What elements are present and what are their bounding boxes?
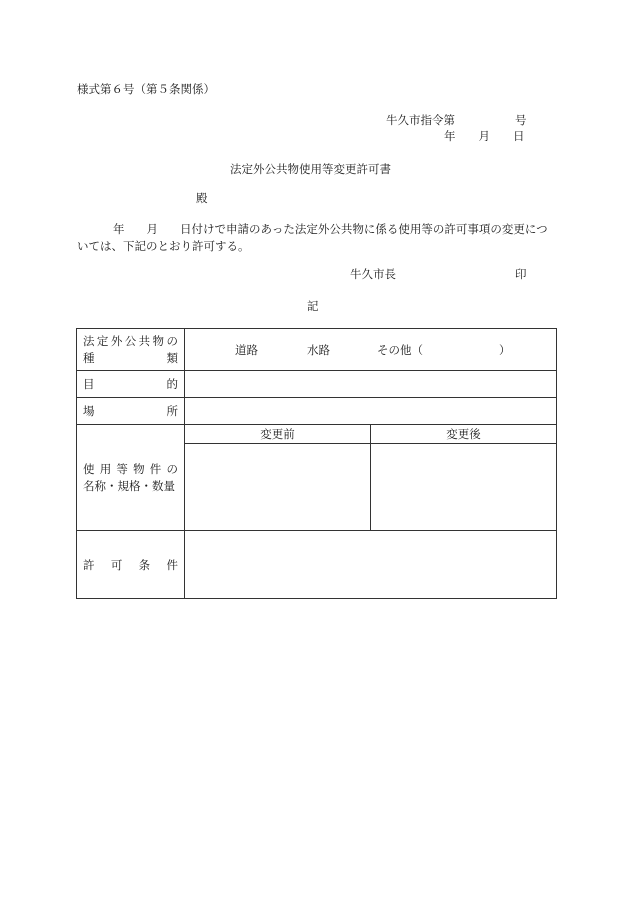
document-title: 法定外公共物使用等変更許可書 — [230, 162, 391, 176]
label-items — [77, 425, 185, 531]
permit-number-line — [386, 114, 527, 128]
before-field[interactable] — [185, 444, 370, 530]
conditions-field[interactable] — [185, 531, 557, 599]
option-waterway[interactable]: 水路 — [307, 342, 330, 357]
label-purpose: 目 的 — [77, 371, 185, 398]
option-road[interactable]: 道路 — [235, 342, 258, 357]
row-purpose — [77, 371, 557, 398]
mayor-title: 牛久市長 — [350, 267, 396, 281]
label-items-line2: 名称・規格・数量 — [83, 478, 175, 493]
row-place — [77, 398, 557, 425]
addressee: 殿 — [196, 191, 208, 205]
body-sentence: 日付けで申請のあった法定外公共物に係る使用等の許可事項の変更については、下記のとおり許可する。 — [77, 222, 548, 253]
permit-prefix: 牛久市指令第 — [386, 113, 455, 127]
place-field[interactable] — [185, 398, 557, 425]
after-field[interactable] — [371, 444, 556, 530]
issue-date — [444, 130, 525, 144]
seal-mark: 印 — [515, 267, 527, 281]
type-options-cell — [185, 329, 557, 371]
form-number: 様式第６号（第５条関係） — [77, 82, 215, 96]
after-column — [370, 425, 556, 530]
purpose-field[interactable] — [185, 371, 557, 398]
before-column — [185, 425, 370, 530]
permit-suffix: 号 — [515, 113, 527, 127]
date-year: 年 — [444, 129, 456, 143]
row-conditions — [77, 531, 557, 599]
label-type-line2: 種 類 — [83, 350, 178, 365]
items-split-cell — [185, 425, 557, 531]
label-items-line1: 使 用 等 物 件 の — [83, 461, 178, 476]
body-text — [77, 221, 557, 255]
ki-heading: 記 — [307, 299, 319, 313]
body-year: 年 — [113, 222, 125, 236]
row-items — [77, 425, 557, 531]
label-place: 場 所 — [77, 398, 185, 425]
label-type — [77, 329, 185, 371]
option-other[interactable]: その他（ ） — [377, 342, 511, 357]
row-type — [77, 329, 557, 371]
permit-table — [76, 328, 557, 599]
label-type-line1: 法 定 外 公 共 物 の — [83, 333, 178, 348]
label-conditions: 許 可 条 件 — [77, 531, 185, 599]
date-month: 月 — [478, 129, 490, 143]
body-month: 月 — [146, 222, 158, 236]
date-day: 日 — [513, 129, 525, 143]
after-header: 変更後 — [371, 425, 556, 444]
before-header: 変更前 — [185, 425, 370, 444]
